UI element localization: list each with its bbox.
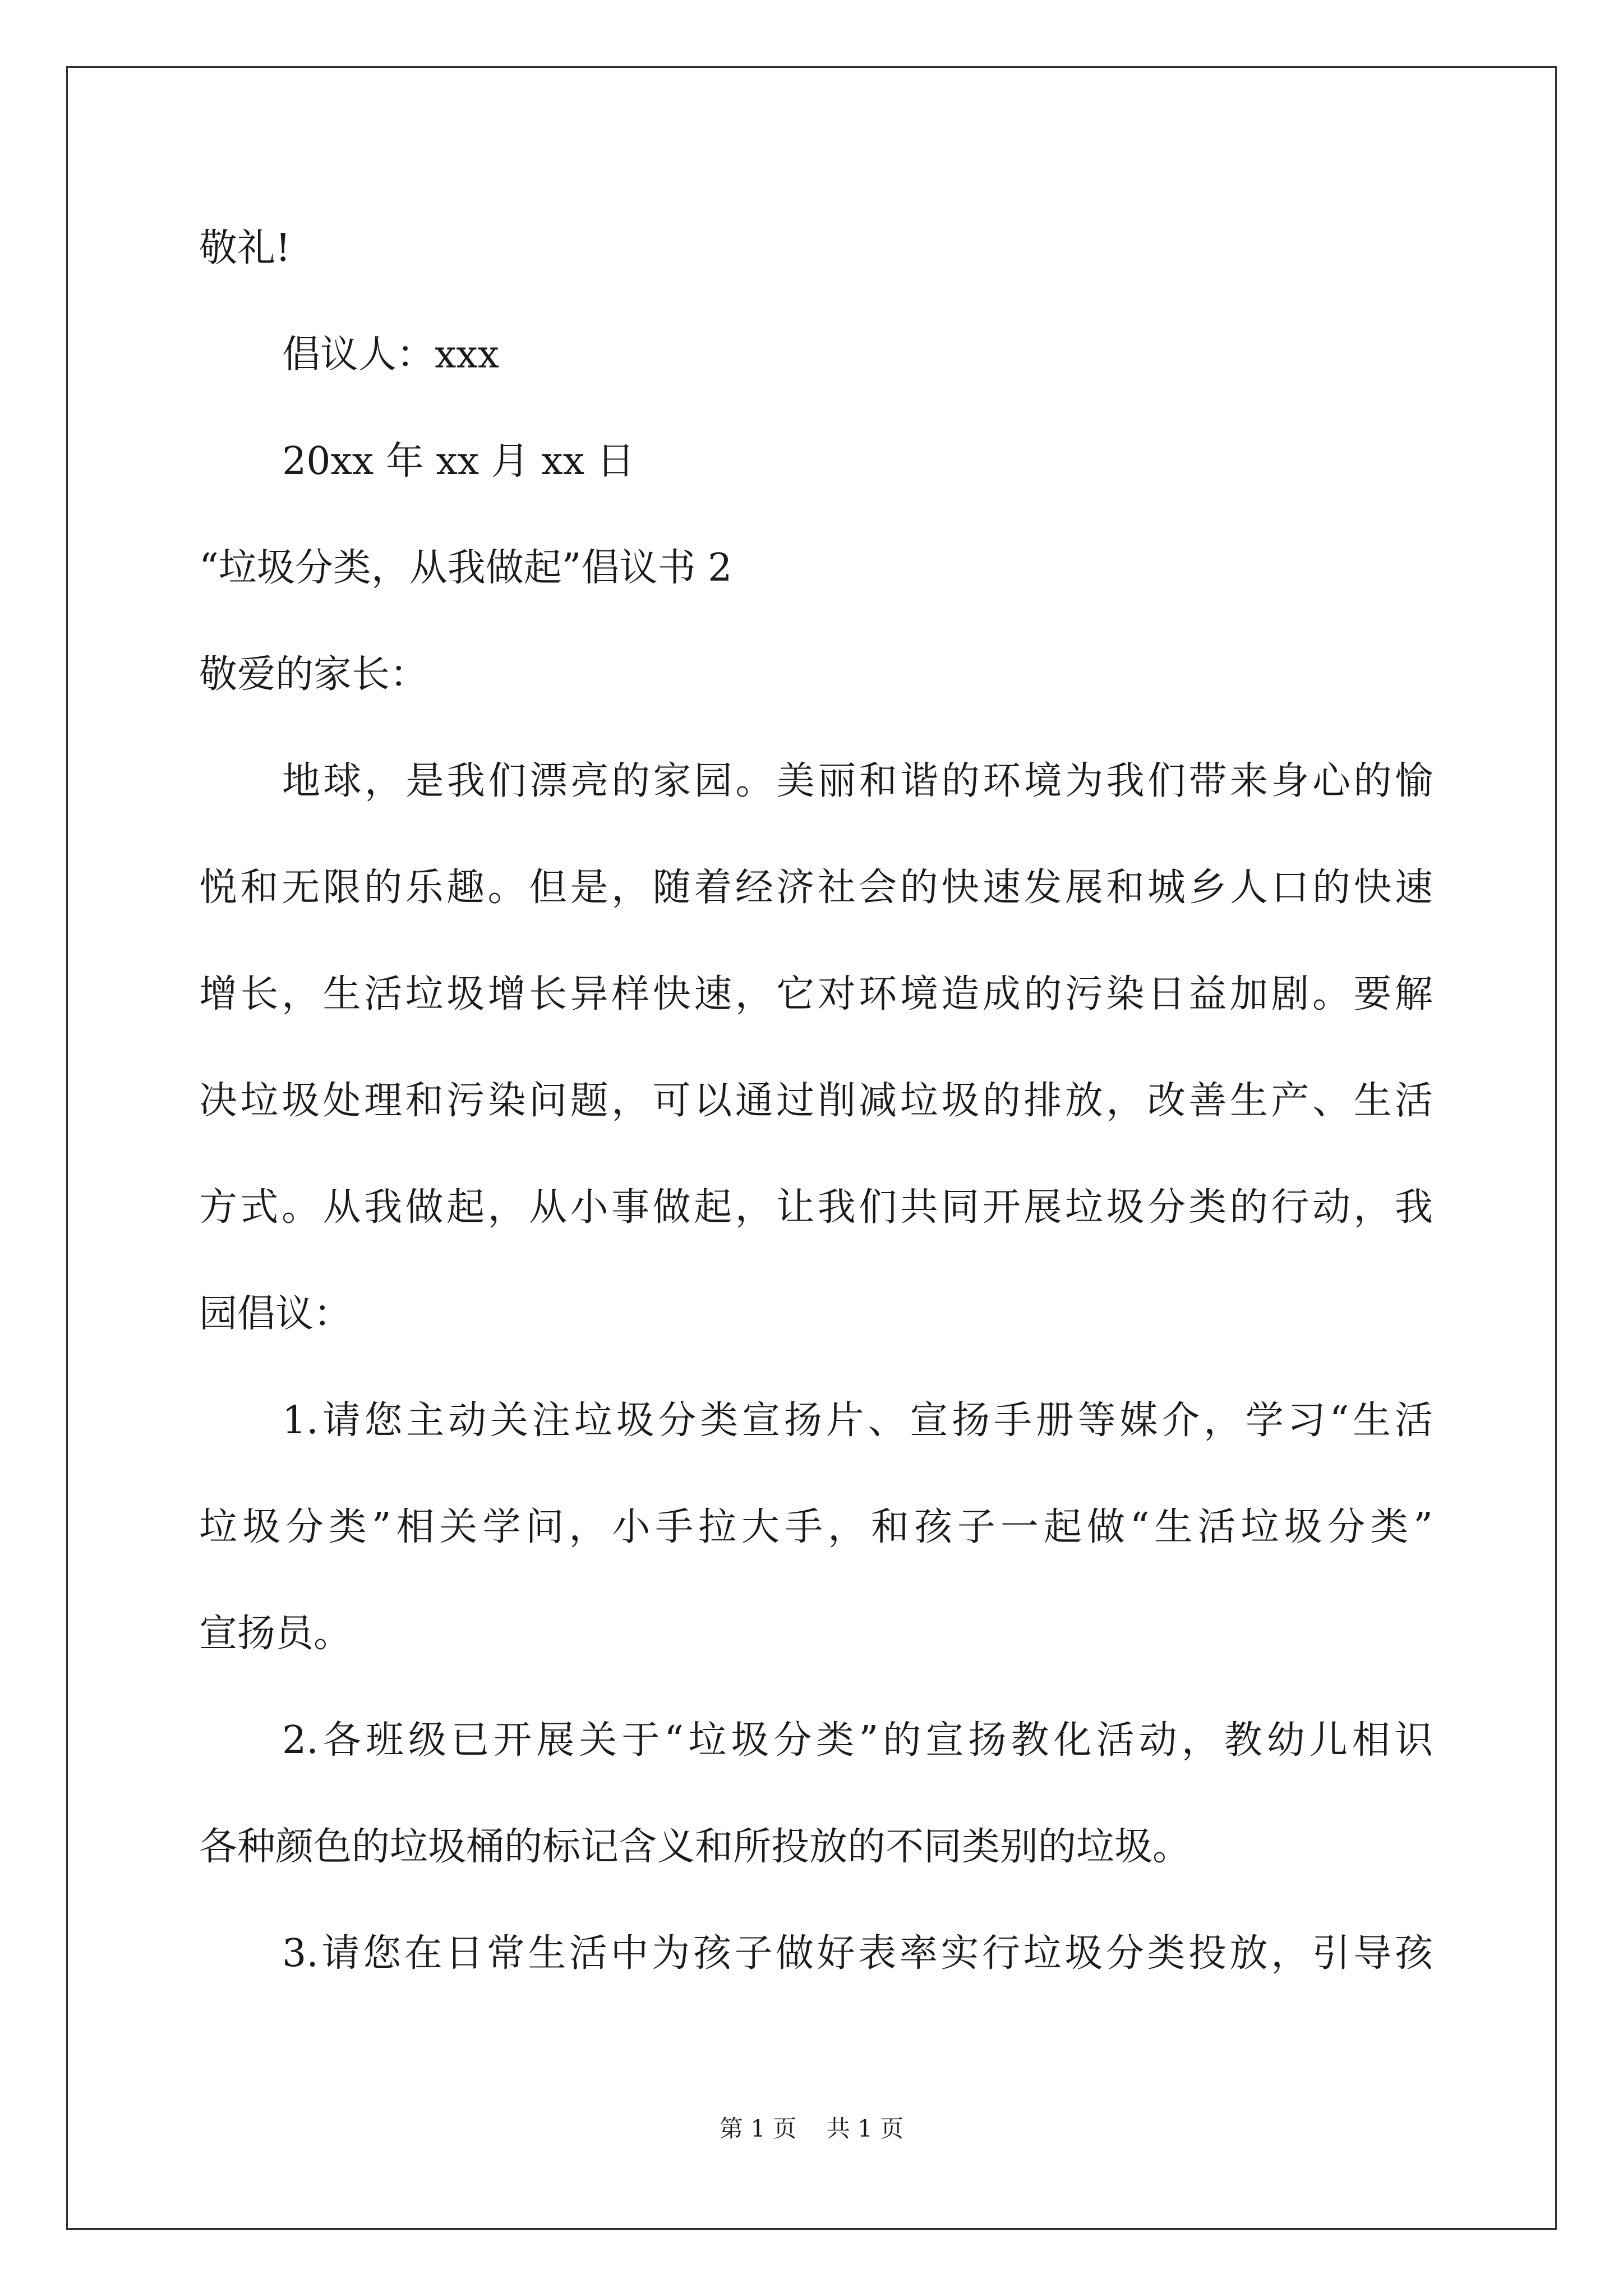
page-border <box>66 66 1557 2230</box>
paragraph-line: 园倡议： <box>199 1292 352 1336</box>
list-item-line: 宣扬员。 <box>199 1612 352 1656</box>
closing-salutation: 敬礼! <box>199 226 291 270</box>
proposer-line: 倡议人：xxx <box>282 333 500 377</box>
paragraph-line: 增长，生活垃圾增长异样快速，它对环境造成的污染日益加剧。要解 <box>199 972 1433 1016</box>
page-footer: 第 1 页 共 1 页 <box>719 2115 904 2142</box>
list-item-line: 垃圾分类”相关学问，小手拉大手，和孩子一起做“生活垃圾分类” <box>199 1505 1433 1549</box>
greeting-line: 敬爱的家长： <box>199 652 428 697</box>
list-item-line: 1.请您主动关注垃圾分类宣扬片、宣扬手册等媒介，学习“生活 <box>282 1398 1433 1443</box>
date-line: 20xx 年 xx 月 xx 日 <box>282 439 635 484</box>
paragraph-line: 悦和无限的乐趣。但是，随着经济社会的快速发展和城乡人口的快速 <box>199 866 1433 910</box>
section-title: “垃圾分类，从我做起”倡议书 2 <box>199 546 732 590</box>
paragraph-line: 方式。从我做起，从小事做起，让我们共同开展垃圾分类的行动，我 <box>199 1185 1433 1230</box>
paragraph-line: 地球，是我们漂亮的家园。美丽和谐的环境为我们带来身心的愉 <box>282 759 1433 803</box>
list-item-line: 3.请您在日常生活中为孩子做好表率实行垃圾分类投放，引导孩 <box>282 1931 1433 1976</box>
paragraph-line: 决垃圾处理和污染问题，可以通过削减垃圾的排放，改善生产、生活 <box>199 1079 1433 1123</box>
list-item-line: 各种颜色的垃圾桶的标记含义和所投放的不同类别的垃圾。 <box>199 1825 1191 1869</box>
list-item-line: 2.各班级已开展关于“垃圾分类”的宣扬教化活动，教幼儿相识 <box>282 1718 1433 1763</box>
